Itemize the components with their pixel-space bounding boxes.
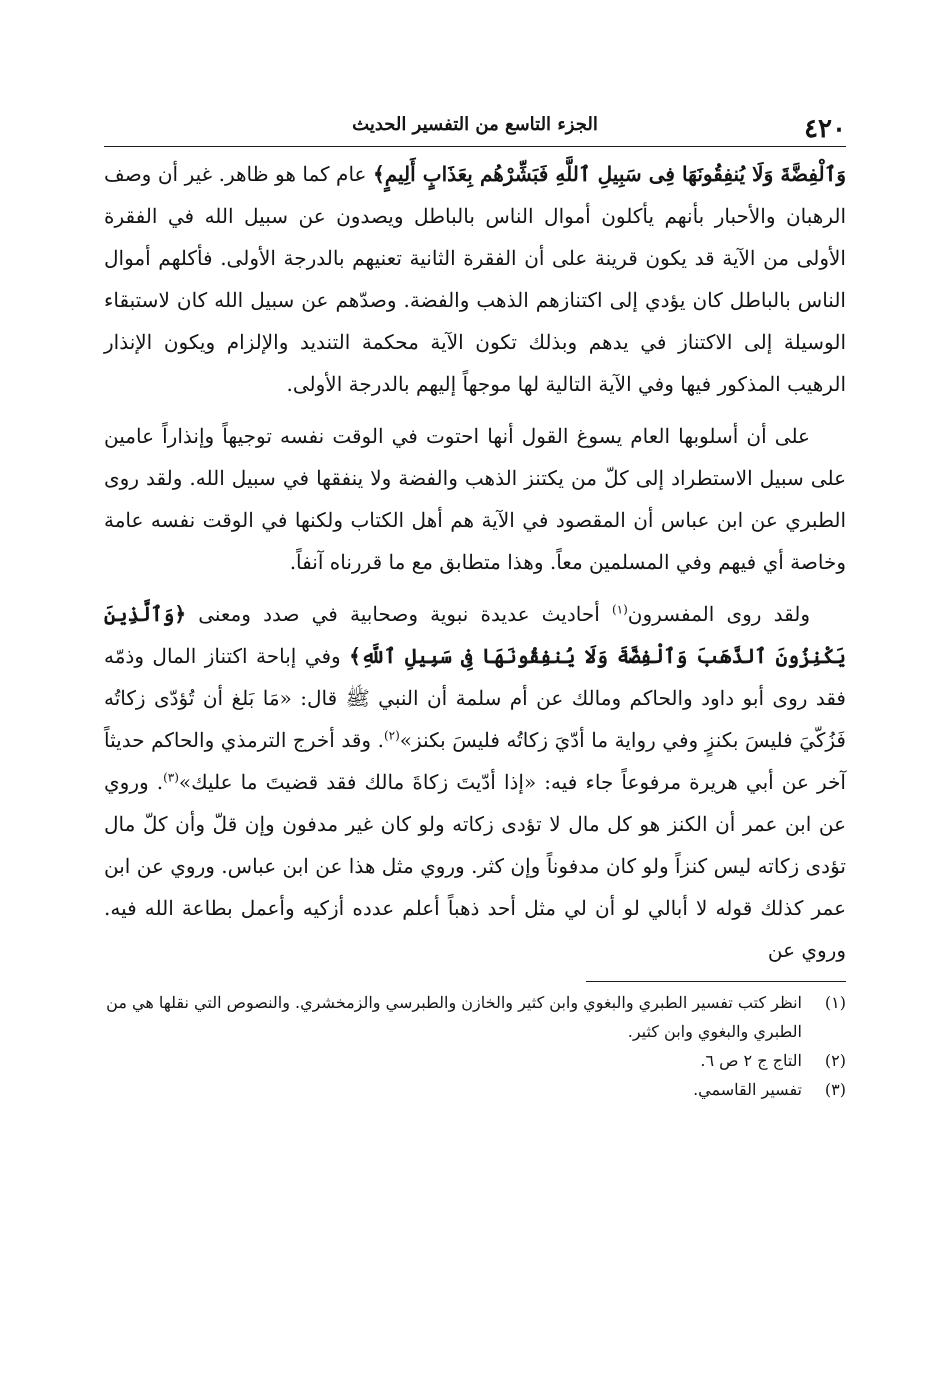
text-run: على أن أسلوبها العام يسوغ القول أنها احتوت في الوقت نفسه توجيهاً وإنذاراً عامين على سبيل الاستطراد إلى كلّ من يكتنز الذهب والفضة ولا ينفقها في سبيل الله. ولقد روى الطبري عن ابن عباس أن المقصود في الآية هم أهل الكتاب ولكنها في الوقت نفسه عامة وخاصة أي فيهم وفي المسلمين معاً. وهذا متطابق مع ما قررناه آنفاً. (104, 424, 846, 574)
footnote (104, 1075, 846, 1104)
paragraph (104, 153, 846, 405)
text-run: ولقد روى المفسرون (627, 602, 810, 626)
book-page (104, 108, 846, 1381)
footnote-number: (٢) (824, 1051, 846, 1070)
footnotes (104, 988, 846, 1104)
text-run: وفي إباحة اكتناز المال وذمّه فقد روى أبو داود والحاكم ومالك عن أم سلمة أن النبي ﷺ قال: «مَا بَلغ أن تُؤدّى زكاتُه فَزُكّيَ فليسَ بكنزٍ وفي رواية ما أدّيَ زكاتُه فليسَ بكنز» (104, 644, 846, 752)
footnote-text: تفسير القاسمي. (693, 1080, 802, 1099)
paragraph (104, 593, 846, 971)
running-title: الجزء التاسع من التفسير الحديث (352, 114, 598, 135)
text-run: أحاديث عديدة نبوية وصحابية في صدد ومعنى (186, 602, 612, 626)
text-run: عام كما هو ظاهر. غير أن وصف الرهبان والأحبار بأنهم يأكلون أموال الناس بالباطل ويصدون عن سبيل الله في الفقرة الأولى من الآية قد يكون قرينة على أن الفقرة الثانية تعنيهم بالدرجة الأولى. فأكلهم أموال الناس بالباطل كان يؤدي إلى اكتنازهم الذهب والفضة. وصدّهم عن سبيل الله كان لاستبقاء الوسيلة إلى الاكتناز في يدهم وبذلك تكون الآية محكمة التنديد والإلزام ويكون الإنذار الرهيب المذكور فيها وفي الآية التالية لها موجهاً إليهم بالدرجة الأولى. (104, 162, 846, 396)
footnote-number: (١) (824, 993, 846, 1012)
page-number: ٤٢٠ (804, 114, 846, 144)
quran-verse: ﴿وَٱلَّذِينَ يَكْنِزُونَ ٱلذَّهَبَ وَٱلْفِضَّةَ وَلَا يُنفِقُونَهَا فِى سَبِيلِ ٱللَّهِ﴾ (104, 602, 846, 668)
text-run: . وروي عن ابن عمر أن الكنز هو كل مال لا تؤدى زكاته ولو كان غير مدفون وإن قلّ وأن كلّ مال تؤدى زكاته ليس كنزاً ولو كان مدفوناً وإن كثر. وروي مثل هذا عن ابن عباس. وروي عن ابن عمر كذلك قوله لا أبالي لو أن لي مثل أحد ذهباً أعلم عدده أزكيه وأعمل بطاعة الله فيه. وروي عن (104, 770, 847, 962)
footnote (104, 1046, 846, 1075)
body-text (104, 153, 846, 971)
page-header (104, 108, 846, 147)
footnote-marker: (١) (611, 602, 628, 617)
quran-verse: وَٱلْفِضَّةَ وَلَا يُنفِقُونَهَا فِى سَبِيلِ ٱللَّهِ فَبَشِّرْهُم بِعَذَابٍ أَلِيمٍ﴾ (372, 162, 846, 186)
footnote-separator (586, 981, 846, 982)
footnote-text: التاج ج ٢ ص ٦. (700, 1051, 802, 1070)
footnote-text: انظر كتب تفسير الطبري والبغوي وابن كثير والخازن والطبرسي والزمخشري. والنصوص التي نقلها هي من الطبري والبغوي وابن كثير. (106, 993, 802, 1041)
text-run: . وقد أخرج الترمذي والحاكم حديثاً آخر عن أبي هريرة مرفوعاً جاء فيه: «إذا أدّيتَ زكاةَ مالك فقد قضيتَ ما عليك» (104, 728, 846, 794)
footnote (104, 988, 846, 1046)
footnote-marker: (٢) (383, 728, 400, 743)
paragraph (104, 415, 846, 583)
footnote-number: (٣) (824, 1080, 846, 1099)
footnote-marker: (٣) (163, 770, 179, 785)
